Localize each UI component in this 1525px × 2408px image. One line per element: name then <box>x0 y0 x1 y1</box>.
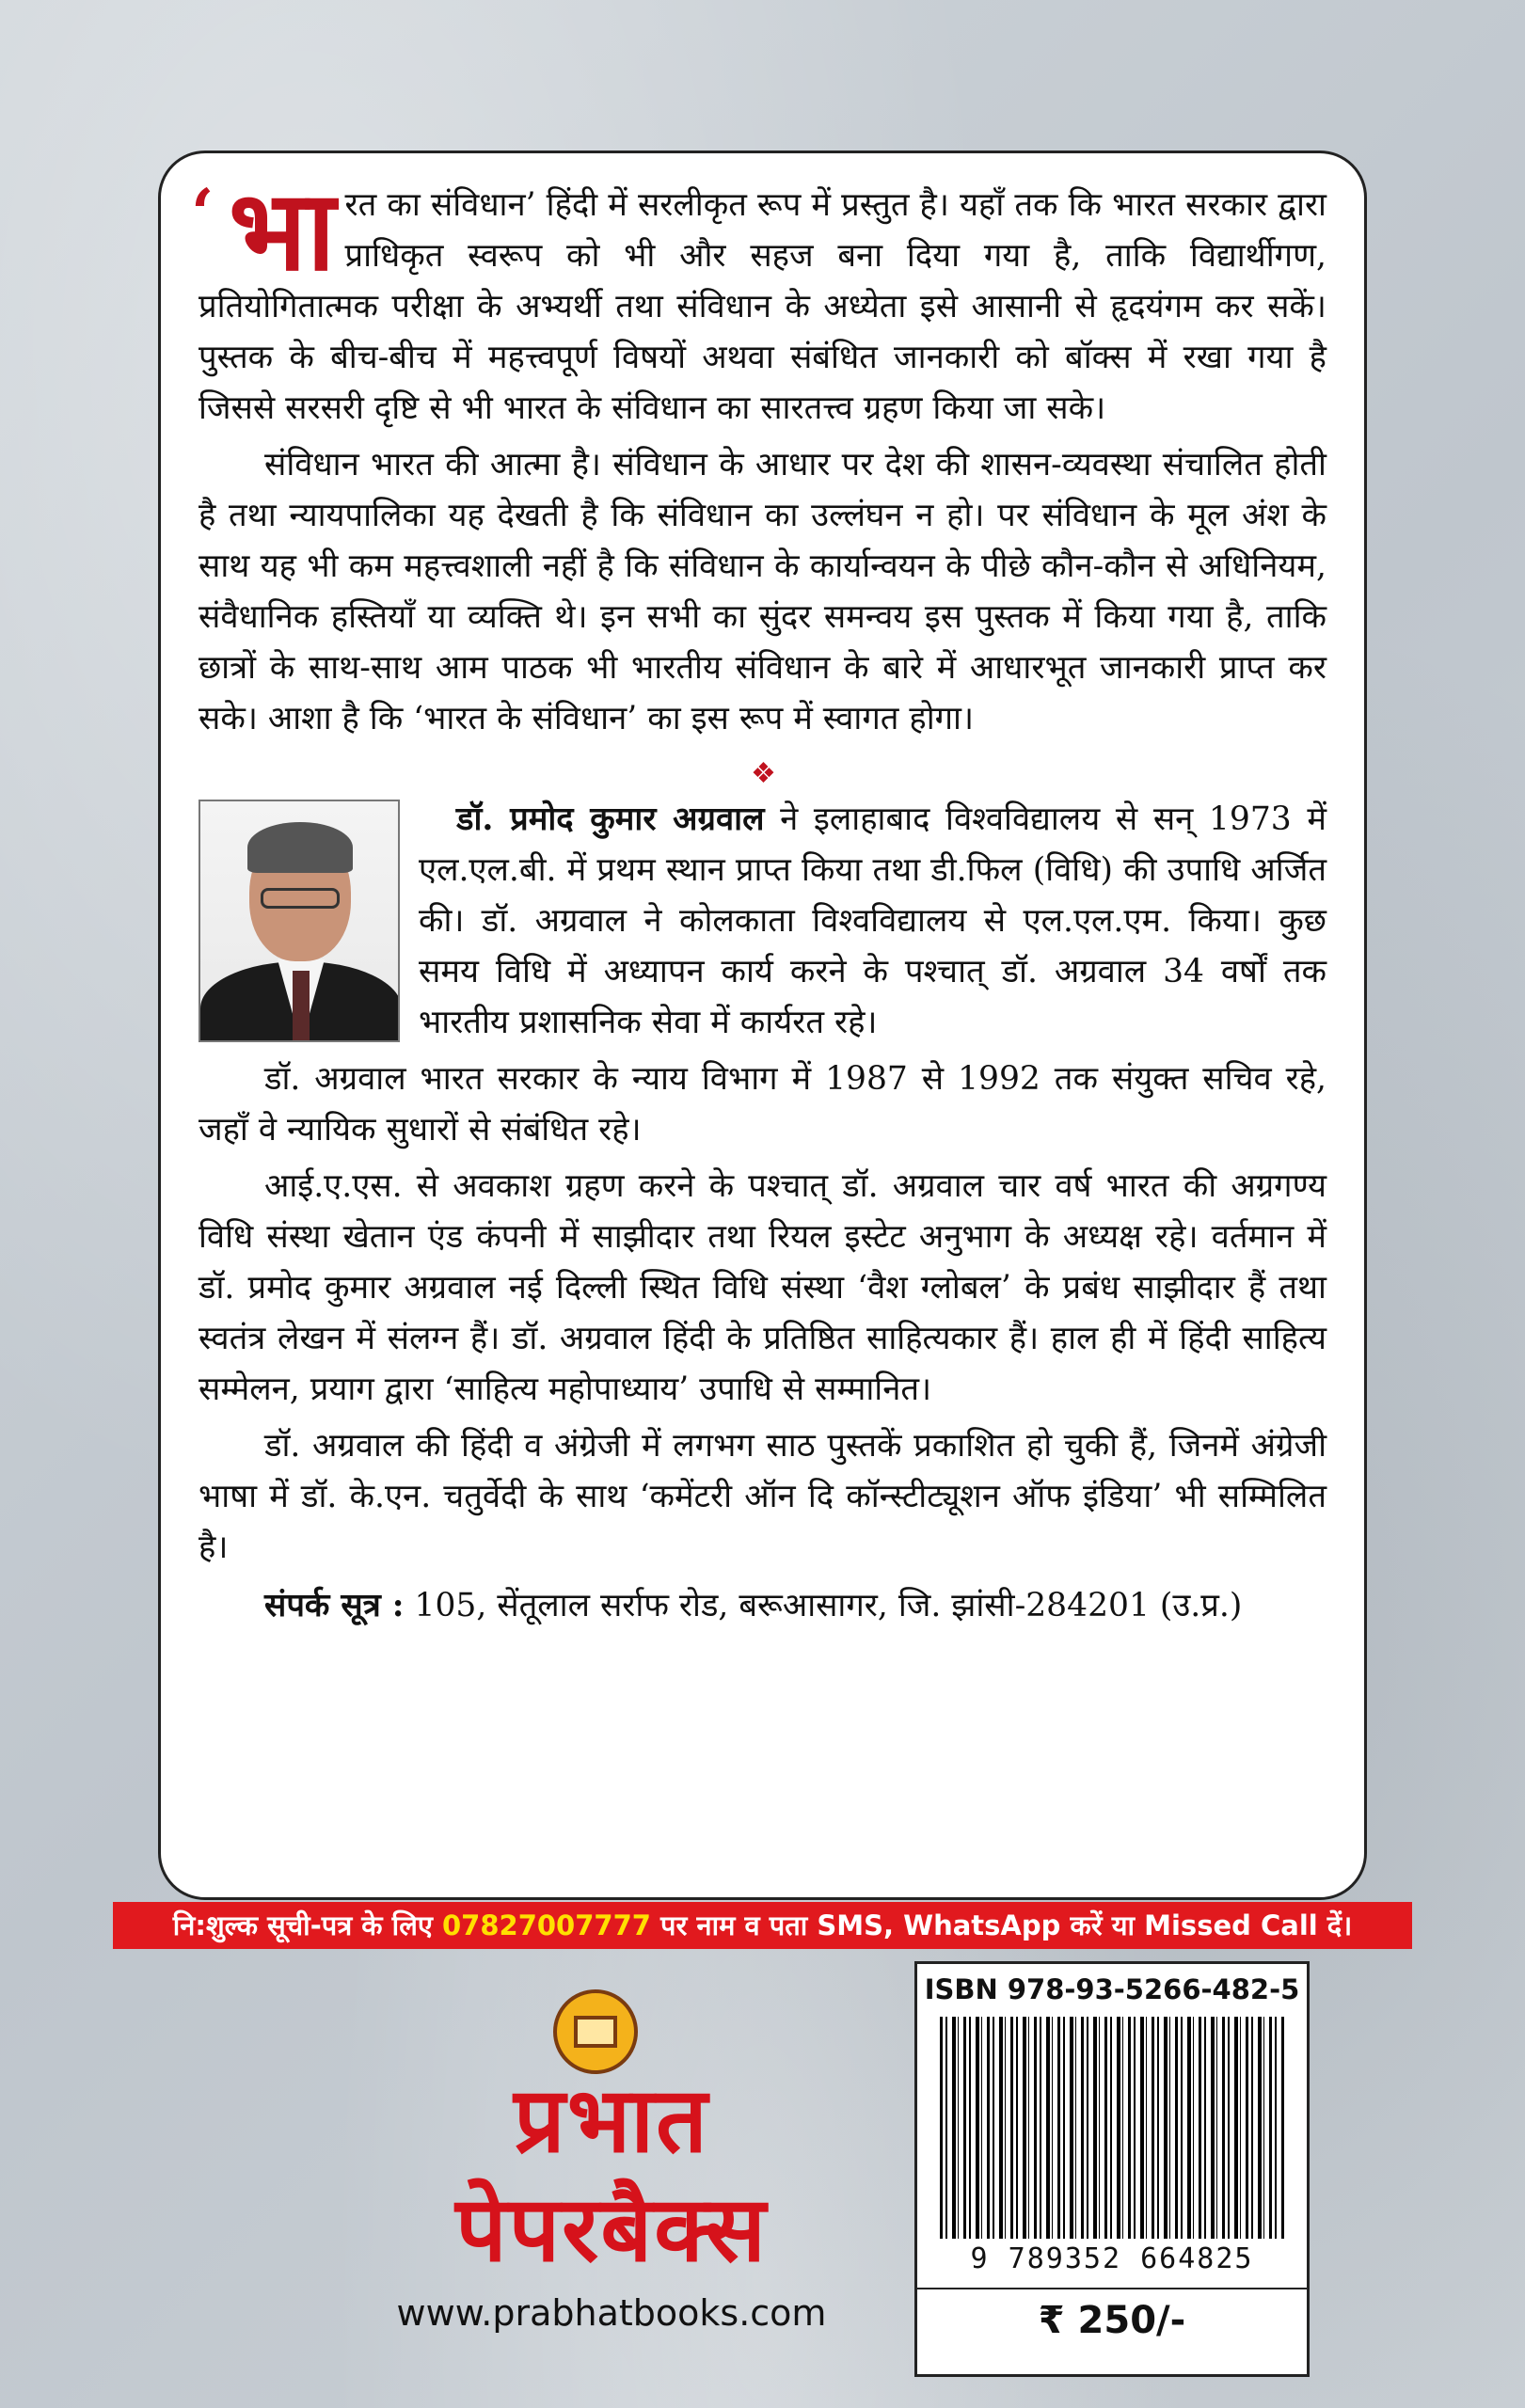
barcode-digits: 9 789352 664825 <box>970 2242 1254 2275</box>
banner-phone: 07827007777 <box>441 1909 651 1941</box>
author-bio-4: डॉ. अग्रवाल की हिंदी व अंग्रेजी में लगभग साठ पुस्तकें प्रकाशित हो चुकी हैं, जिनमें अंग्रेजी भाषा में डॉ. के.एन. चतुर्वेदी के साथ ‘कमेंटरी ऑन दि कॉन्स्टीट्यूशन ऑफ इंडिया’ भी सम्मिलित है। <box>199 1427 1326 1566</box>
catalogue-banner <box>113 1902 1412 1949</box>
intro-paragraph-wrap <box>191 165 1326 434</box>
author-bio-3: आई.ए.एस. से अवकाश ग्रहण करने के पश्चात् डॉ. अग्रवाल चार वर्ष भारत की अग्रगण्य विधि संस्था खेतान एंड कंपनी में साझीदार तथा रियल इस्टेट अनुभाग के अध्यक्ष रहे। वर्तमान में डॉ. प्रमोद कुमार अग्रवाल नई दिल्ली स्थित विधि संस्था ‘वैश ग्लोबल’ के प्रबंध साझीदार हैं तथा स्वतंत्र लेखन में संलग्न हैं। डॉ. अग्रवाल हिंदी के प्रतिष्ठित साहित्यकार हैं। हाल ही में हिंदी साहित्य सम्मेलन, प्रयाग द्वारा ‘साहित्य महोपाध्याय’ उपाधि से सम्मानित। <box>199 1167 1326 1408</box>
author-bio-1: ने इलाहाबाद विश्वविद्यालय से सन् 1973 में एल.एल.बी. में प्रथम स्थान प्राप्त किया तथा डी.फिल (विधि) की उपाधि अर्जित की। डॉ. अग्रवाल ने कोलकाता विश्वविद्यालय से एल.एल.एम. किया। कुछ समय विधि में अध्यापन कार्य करने के पश्चात् डॉ. अग्रवाल 34 वर्षों तक भारतीय प्रशासनिक सेवा में कार्यरत रहे। <box>419 800 1327 1041</box>
author-photo <box>199 800 400 1042</box>
constitution-paragraph: संविधान भारत की आत्मा है। संविधान के आधार पर देश की शासन-व्यवस्था संचालित होती है तथा न्यायपालिका यह देखती है कि संविधान का उल्लंघन न हो। पर संविधान के मूल अंश के साथ यह भी कम महत्त्वशाली नहीं है कि संविधान के कार्यान्वयन के पीछे कौन-कौन से अधिनियम, संवैधानिक हस्तियाँ या व्यक्ति थे। इन सभी का सुंदर समन्वय इस पुस्तक में किया गया है, ताकि छात्रों के साथ-साथ आम पाठक भी भारतीय संविधान के बारे में आधारभूत जानकारी प्राप्त कर सके। आशा है कि ‘भारत के संविधान’ का इस रूप में स्वागत होगा। <box>199 446 1326 737</box>
barcode-bars <box>940 2017 1284 2239</box>
intro-paragraph: रत का संविधान’ हिंदी में सरलीकृत रूप में प्रस्तुत है। यहाँ तक कि भारत सरकार द्वारा प्राधिकृत स्वरूप को भी और सहज बना दिया गया है, ताकि विद्यार्थीगण, प्रतियोगितात्मक परीक्षा के अभ्यर्थी तथा संविधान के अध्येता इसे आसानी से हृदयंगम कर सकें। पुस्तक के बीच-बीच में महत्त्वपूर्ण विषयों अथवा संबंधित जानकारी को बॉक्स में रखा गया है जिससे सरसरी दृष्टि से भी भारत के संविधान का सारतत्त्व ग्रहण किया जा सके। <box>199 186 1326 427</box>
drop-cap: भा <box>229 165 336 295</box>
publisher-name-line1: प्रभात <box>514 2067 709 2173</box>
publisher-name-line2: पेपरबैक्स <box>455 2177 768 2282</box>
banner-text-pre: नि:शुल्क सूची-पत्र के लिए <box>172 1909 442 1941</box>
contact-address: 105, सेंतूलाल सर्राफ रोड, बरूआसागर, जि. झांसी-284201 (उ.प्र.) <box>404 1587 1243 1624</box>
author-block <box>199 794 1326 1631</box>
publisher-website: www.prabhatbooks.com <box>396 2292 827 2334</box>
barcode-box <box>914 1961 1310 2377</box>
isbn-label: ISBN 978-93-5266-482-5 <box>924 1973 1300 2005</box>
ornament-divider: ❖ <box>751 757 774 790</box>
contact-label: संपर्क सूत्र : <box>264 1587 405 1624</box>
price-divider <box>917 2288 1307 2289</box>
opening-quote: ‘ <box>191 174 214 252</box>
contact-line <box>264 1580 1326 1631</box>
price-label: ₹ 250/- <box>1038 2299 1186 2342</box>
publisher-logo <box>310 1989 913 2384</box>
blurb-card <box>158 150 1367 1900</box>
banner-text-post: पर नाम व पता SMS, WhatsApp करें या Missed Call दें। <box>650 1909 1353 1941</box>
author-bio-2: डॉ. अग्रवाल भारत सरकार के न्याय विभाग में 1987 से 1992 तक संयुक्त सचिव रहे, जहाँ वे न्यायिक सुधारों से संबंधित रहे। <box>199 1060 1326 1149</box>
book-emblem-icon <box>553 1989 638 2074</box>
author-name: डॉ. प्रमोद कुमार अग्रवाल <box>456 800 765 838</box>
